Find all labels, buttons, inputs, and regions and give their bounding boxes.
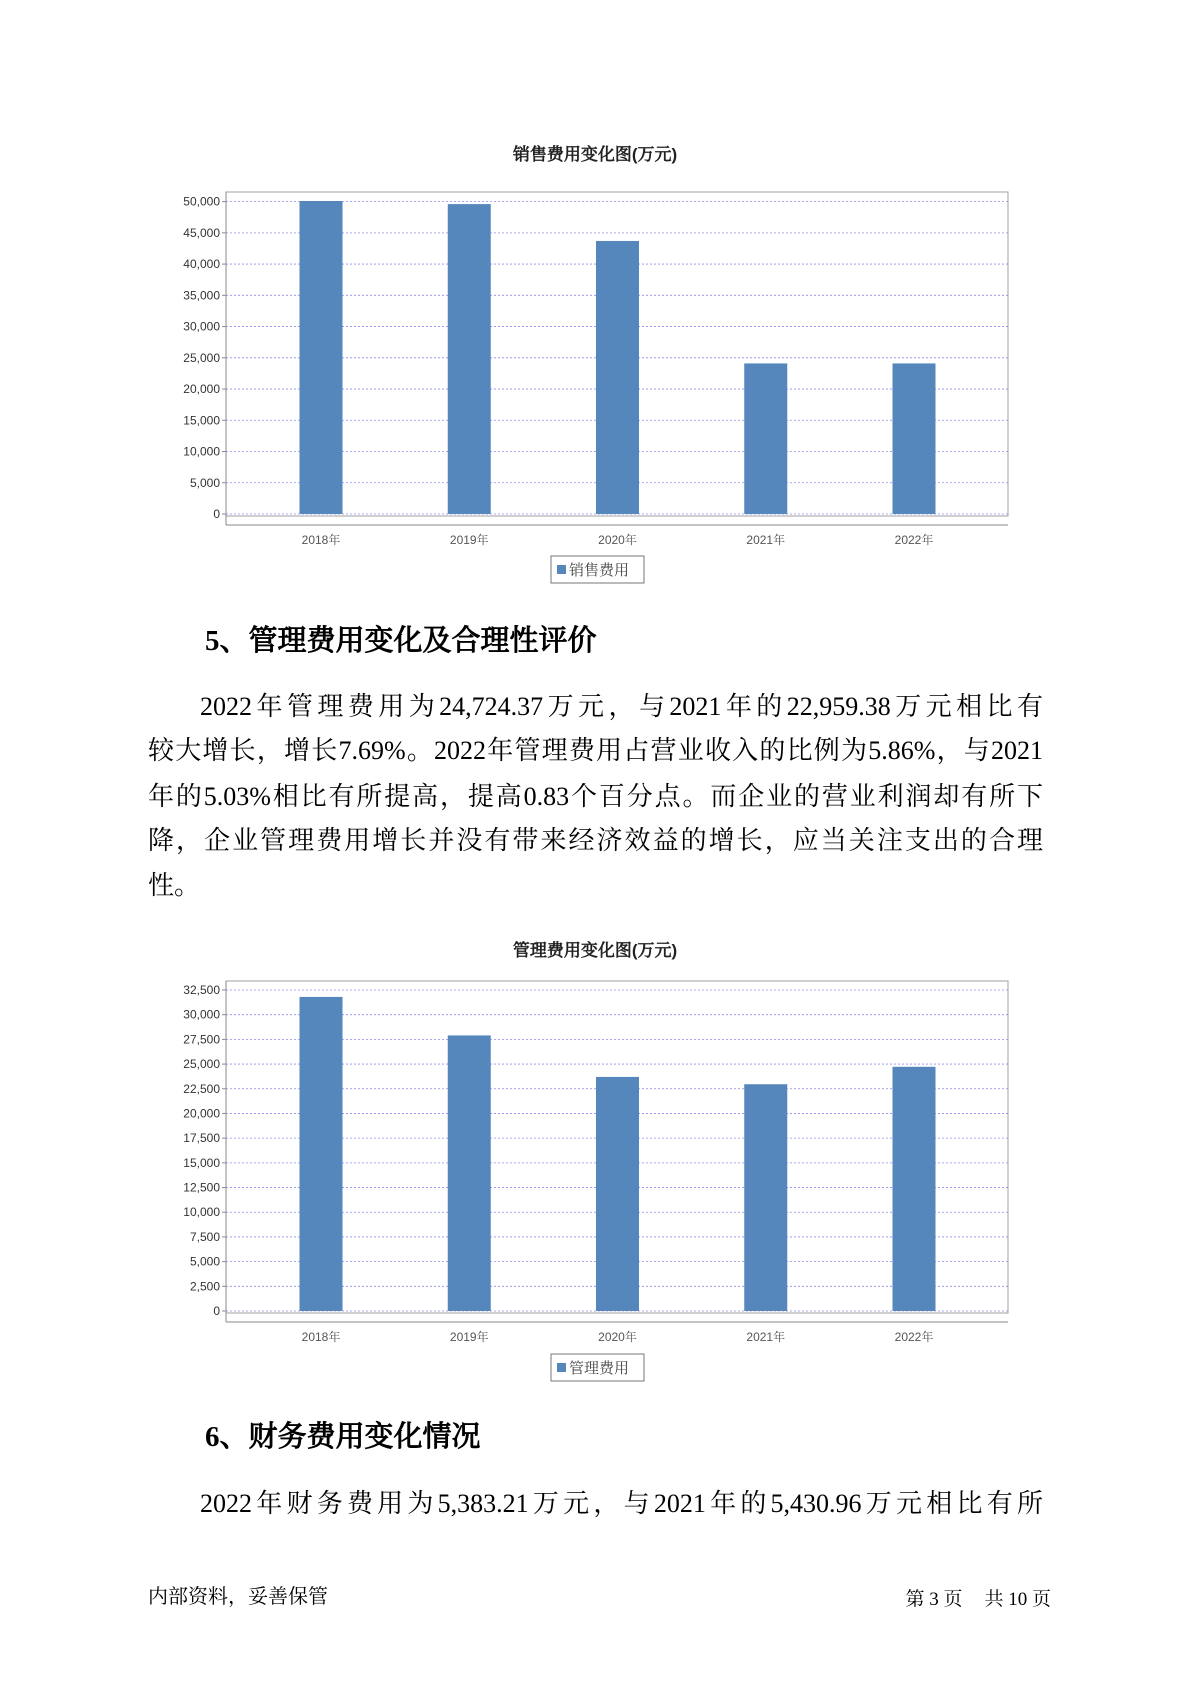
section5-paragraph-line: 较大增长，增长7.69%。2022年管理费用占营业收入的比例为5.86%，与2021 <box>148 735 1043 765</box>
y-tick-label: 7,500 <box>189 1229 220 1244</box>
sales-expense-chart <box>0 134 1191 594</box>
y-tick-label: 5,000 <box>189 475 220 490</box>
y-tick-label: 10,000 <box>183 1205 220 1220</box>
section6-paragraph-line: 2022年财务费用为5,383.21万元，与2021年的5,430.96万元相比有所 <box>200 1489 1043 1518</box>
y-tick-label: 2,500 <box>189 1279 220 1294</box>
x-category-label: 2022年 <box>894 1330 934 1344</box>
x-category-label: 2018年 <box>301 1330 341 1344</box>
footer-page-info <box>905 1587 1051 1613</box>
y-tick-label: 5,000 <box>189 1254 220 1269</box>
chart-legend <box>551 1354 644 1381</box>
legend-swatch <box>557 565 566 574</box>
y-tick-label: 20,000 <box>183 1106 220 1121</box>
admin-expense-chart <box>0 930 1191 1390</box>
y-tick-label: 40,000 <box>183 257 220 272</box>
footer-page-current: 第 3 页 <box>905 1589 963 1610</box>
bar-2019 <box>448 1035 491 1311</box>
y-tick-label: 30,000 <box>183 319 220 334</box>
bar-2021 <box>744 1084 787 1311</box>
y-tick-label: 25,000 <box>183 1057 220 1072</box>
y-tick-label: 27,500 <box>183 1032 220 1047</box>
section5-heading: 5、管理费用变化及合理性评价 <box>205 625 597 657</box>
bar-2022 <box>893 363 936 514</box>
x-category-label: 2021年 <box>746 533 786 547</box>
bar-2019 <box>448 204 491 514</box>
section5-paragraph-line: 2022年管理费用为24,724.37万元，与2021年的22,959.38万元相比有 <box>200 691 1043 721</box>
y-tick-label: 32,500 <box>183 983 220 997</box>
legend-label: 销售费用 <box>569 562 630 579</box>
legend-label: 管理费用 <box>569 1360 630 1377</box>
y-tick-label: 12,500 <box>183 1180 220 1195</box>
y-tick-label: 0 <box>213 1304 220 1318</box>
y-tick-label: 35,000 <box>183 288 220 303</box>
x-category-label: 2019年 <box>449 1330 489 1344</box>
x-category-label: 2020年 <box>598 533 637 547</box>
x-category-label: 2022年 <box>894 533 934 547</box>
footer-page-total: 共 10 页 <box>984 1589 1051 1610</box>
chart-title: 销售费用变化图(万元) <box>512 145 678 164</box>
bar-2018 <box>300 201 343 514</box>
y-tick-label: 50,000 <box>183 194 220 209</box>
footer-confidential-note: 内部资料，妥善保管 <box>148 1586 328 1608</box>
y-tick-label: 15,000 <box>183 413 220 428</box>
bar-2020 <box>596 1077 639 1311</box>
y-tick-label: 30,000 <box>183 1007 220 1022</box>
y-tick-label: 22,500 <box>183 1081 220 1096</box>
bar-2021 <box>744 363 787 514</box>
y-tick-label: 45,000 <box>183 225 220 240</box>
section6-heading: 6、财务费用变化情况 <box>205 1421 481 1453</box>
y-tick-label: 17,500 <box>183 1131 220 1146</box>
y-tick-label: 20,000 <box>183 382 220 397</box>
y-tick-label: 25,000 <box>183 350 220 365</box>
x-category-label: 2021年 <box>746 1330 786 1344</box>
y-tick-label: 0 <box>213 507 220 521</box>
y-tick-label: 10,000 <box>183 444 220 459</box>
section5-paragraph-line: 性。 <box>148 870 201 900</box>
section5-paragraph-line: 降，企业管理费用增长并没有带来经济效益的增长，应当关注支出的合理 <box>148 825 1043 855</box>
x-category-label: 2018年 <box>301 533 341 547</box>
chart-legend <box>551 556 644 583</box>
x-category-label: 2019年 <box>449 533 489 547</box>
y-tick-label: 15,000 <box>183 1155 220 1170</box>
bar-2018 <box>300 997 343 1311</box>
section5-paragraph-line: 年的5.03%相比有所提高，提高0.83个百分点。而企业的营业利润却有所下 <box>148 781 1043 811</box>
legend-swatch <box>557 1363 566 1372</box>
bar-2020 <box>596 241 639 514</box>
x-category-label: 2020年 <box>598 1330 637 1344</box>
chart-title: 管理费用变化图(万元) <box>512 941 678 960</box>
bar-2022 <box>893 1067 936 1311</box>
